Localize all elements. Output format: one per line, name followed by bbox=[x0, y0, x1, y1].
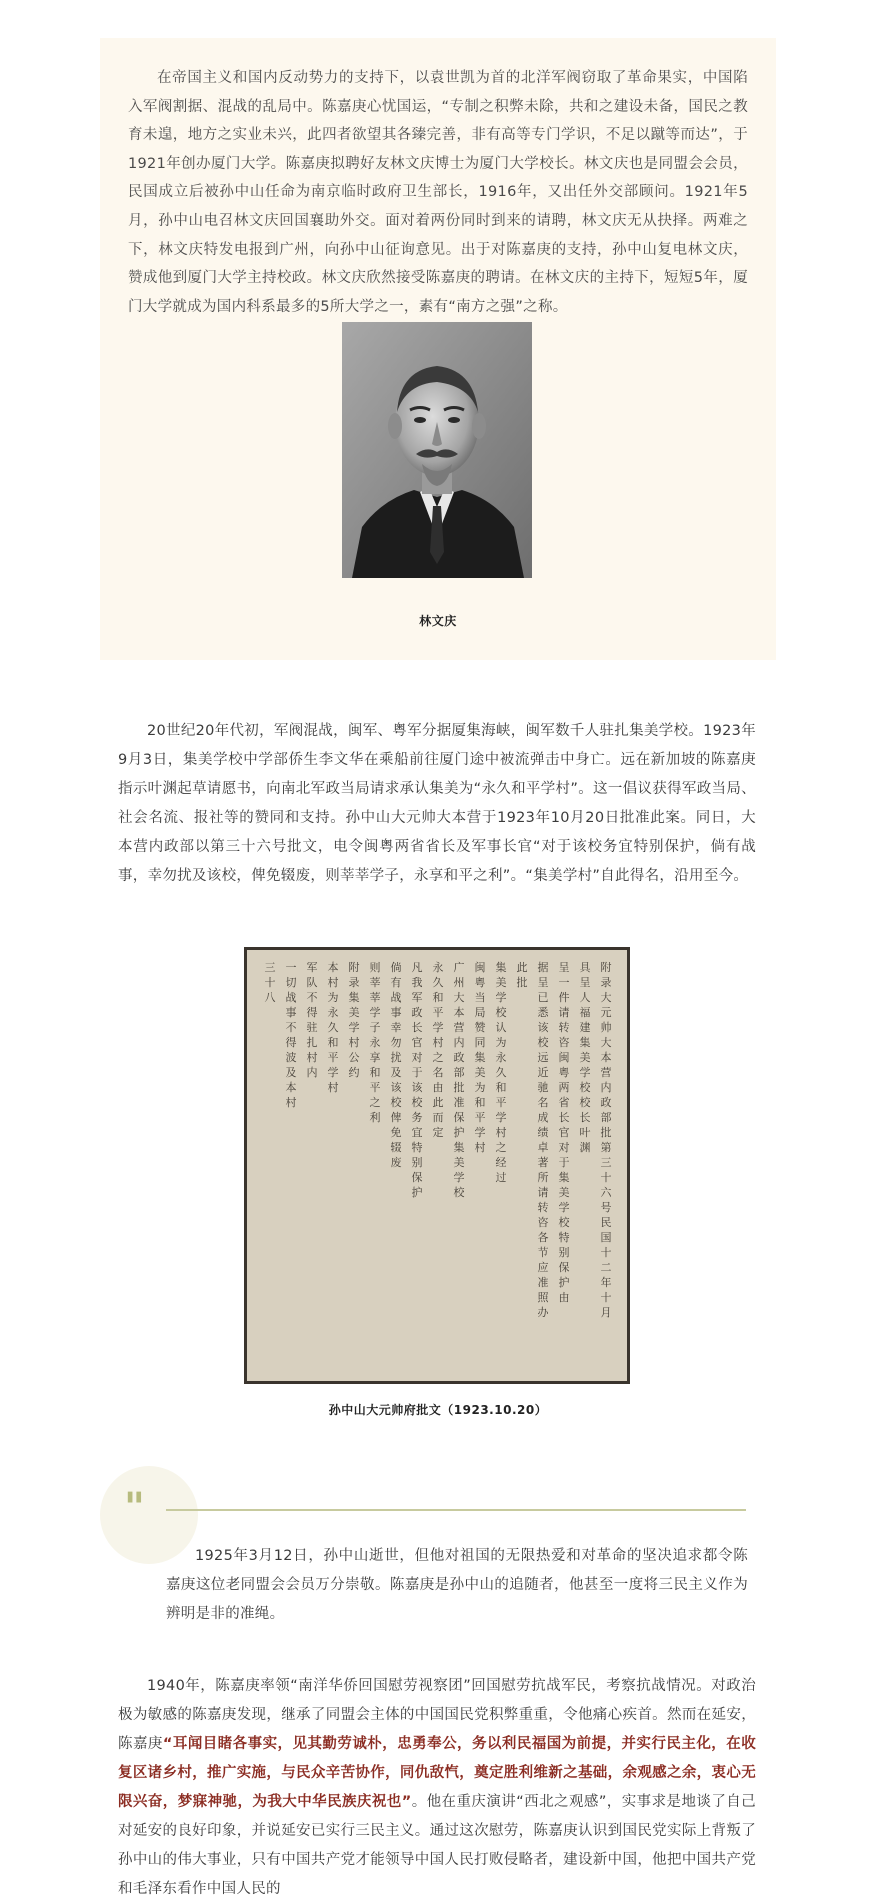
document-column-1: 附录大元帅大本营内政部批第三十六号民国十二年十月 bbox=[600, 961, 612, 1319]
yanan-visit-paragraph bbox=[118, 1672, 756, 1904]
document-column-3: 呈一件请转咨闽粤两省长官对于集美学校特别保护由 bbox=[558, 961, 570, 1304]
document-column-15: 军队不得驻扎村内 bbox=[306, 961, 318, 1079]
jimei-village-paragraph: 20世纪20年代初，军阀混战，闽军、粤军分据厦集海峡，闽军数千人驻扎集美学校。1923年9月3日，集美学校中学部侨生李文华在乘船前往厦门途中被流弹击中身亡。远在新加坡的陈嘉庚指示叶渊起草请愿书，向南北军政当局请求承认集美为“永久和平学村”。这一倡议获得军政当局、社会名流、报社等的赞同和支持。孙中山大元帅大本营于1923年10月20日批准此案。同日，大本营内政部以第三十六号批文，电令闽粤两省省长及军事长官“对于该校务宜特别保护，倘有战事，幸勿扰及该校，俾免辍废，则莘莘学子，永享和平之利”。“集美学村”自此得名，沿用至今。 bbox=[118, 723, 756, 884]
document-column-2: 具呈人福建集美学校校长叶渊 bbox=[579, 961, 591, 1154]
document-column-6: 集美学校认为永久和平学村之经过 bbox=[495, 961, 507, 1184]
yanan-quote-highlight: “耳闻目睹各事实，见其勤劳诚朴，忠勇奉公，务以利民福国为前提，并实行民主化，在收复区诸乡村，推广实施，与民众辛苦协作，同仇敌忾，奠定胜利维新之基础，余观感之余，衷心无限兴奋，梦寐神驰，为我大中华民族庆祝也” bbox=[118, 1736, 756, 1810]
lin-wenqing-portrait bbox=[342, 322, 532, 578]
portrait-image bbox=[342, 322, 532, 578]
historical-document-photo bbox=[244, 947, 630, 1384]
document-column-17: 三十八 bbox=[264, 961, 276, 1004]
document-column-4: 据呈已悉该校远近驰名成绩卓著所请转咨各节应准照办 bbox=[537, 961, 549, 1319]
document-column-8: 广州大本营内政部批准保护集美学校 bbox=[453, 961, 465, 1199]
yanan-paragraph-part2: 。他在重庆演讲“西北之观感”，实事求是地谈了自己对延安的良好印象，并说延安已实行三民主义。通过这次慰劳，陈嘉庚认识到国民党实际上背叛了孙中山的伟大事业，只有中国共产党才能领导中国人民打败侵略者，建设新中国，他把中国共产党和毛泽东看作中国人民的 bbox=[118, 1794, 756, 1897]
document-column-14: 本村为永久和平学村 bbox=[327, 961, 339, 1094]
quote-text: 1925年3月12日，孙中山逝世，但他对祖国的无限热爱和对革命的坚决追求都令陈嘉庚这位老同盟会会员万分崇敬。陈嘉庚是孙中山的追随者，他甚至一度将三民主义作为辨明是非的准绳。 bbox=[166, 1548, 748, 1622]
document-column-7: 闽粤当局赞同集美为和平学村 bbox=[474, 961, 486, 1154]
card-paragraph: 在帝国主义和国内反动势力的支持下，以袁世凯为首的北洋军阀窃取了革命果实，中国陷入军阀割据、混战的乱局中。陈嘉庚心忧国运，“专制之积弊未除，共和之建设未备，国民之教育未遑，地方之实业未兴，此四者欲望其各臻完善，非有高等专门学识，不足以蹴等而达”，于1921年创办厦门大学。陈嘉庚拟聘好友林文庆博士为厦门大学校长。林文庆也是同盟会会员，民国成立后被孙中山任命为南京临时政府卫生部长，1916年，又出任外交部顾问。1921年5月，孙中山电召林文庆回国襄助外交。面对着两份同时到来的请聘，林文庆无从抉择。两难之下，林文庆特发电报到广州，向孙中山征询意见。出于对陈嘉庚的支持，孙中山复电林文庆，赞成他到厦门大学主持校政。林文庆欣然接受陈嘉庚的聘请。在林文庆的主持下，短短5年，厦门大学就成为国内科系最多的5所大学之一，素有“南方之强”之称。 bbox=[128, 70, 748, 315]
document-column-5: 此批 bbox=[516, 961, 528, 989]
yanan-paragraph-part1: 1940年，陈嘉庚率领“南洋华侨回国慰劳视察团”回国慰劳抗战军民，考察抗战情况。对政治极为敏感的陈嘉庚发现，继承了同盟会主体的中国国民党积弊重重，令他痛心疾首。然而在延安，陈嘉庚 bbox=[118, 1678, 756, 1752]
document-column-9: 永久和平学村之名由此而定 bbox=[432, 961, 444, 1139]
document-image bbox=[244, 947, 630, 1384]
document-column-13: 附录集美学村公约 bbox=[348, 961, 360, 1079]
document-caption: 孙中山大元帅府批文（1923.10.20） bbox=[328, 1403, 548, 1417]
document-column-10: 凡我军政长官对于该校务宜特别保护 bbox=[411, 961, 423, 1199]
quote-divider bbox=[166, 1509, 746, 1511]
quote-mark-icon: " bbox=[124, 1484, 145, 1531]
document-column-12: 则莘莘学子永享和平之利 bbox=[369, 961, 381, 1124]
portrait-caption: 林文庆 bbox=[419, 614, 457, 628]
document-column-11: 倘有战事幸勿扰及该校俾免辍废 bbox=[390, 961, 402, 1169]
document-column-16: 一切战事不得波及本村 bbox=[285, 961, 297, 1109]
